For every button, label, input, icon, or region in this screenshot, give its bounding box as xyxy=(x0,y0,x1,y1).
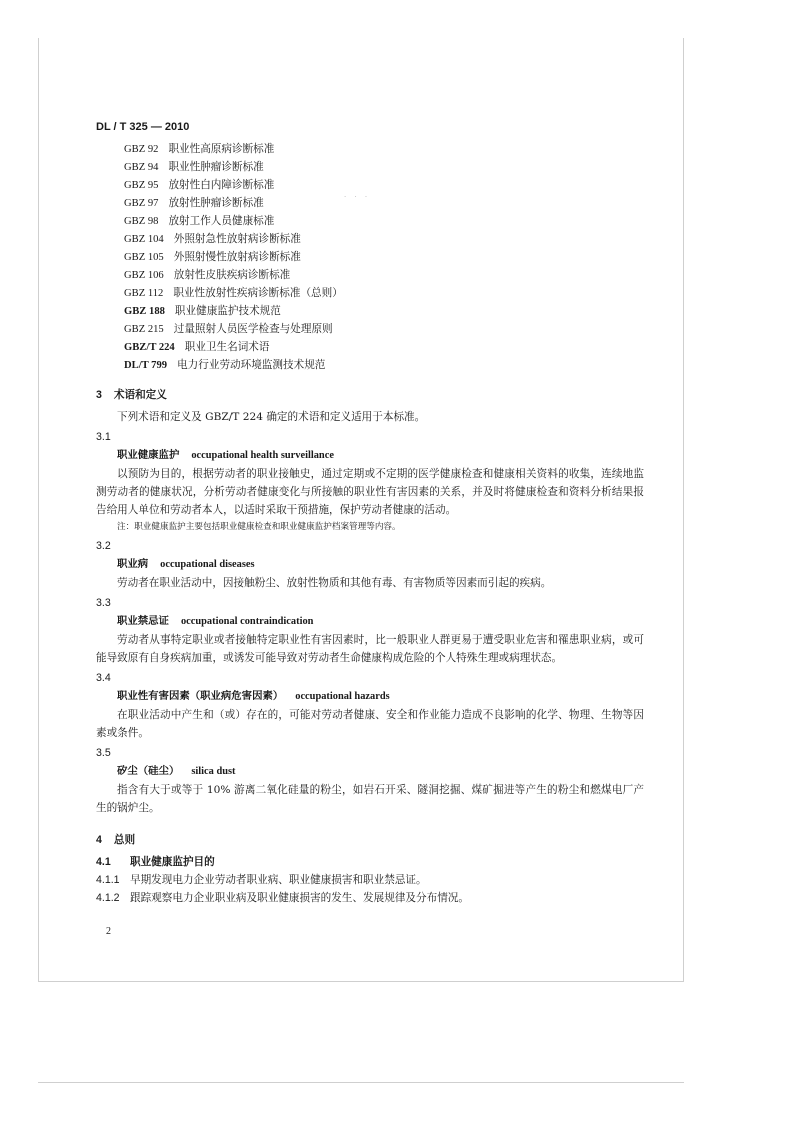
reference-code: GBZ 112 xyxy=(124,288,164,299)
term-zh: 职业性有害因素（职业病危害因素） xyxy=(117,690,284,702)
reference-item xyxy=(96,320,644,338)
reference-code: GBZ/T 224 xyxy=(124,342,175,353)
clause-item xyxy=(96,871,644,889)
term-en: occupational health surveillance xyxy=(191,450,334,461)
reference-title: 放射性白内障诊断标准 xyxy=(168,179,275,191)
reference-title: 放射性肿瘤诊断标准 xyxy=(168,197,264,209)
reference-item xyxy=(96,356,644,374)
reference-code: GBZ 215 xyxy=(124,324,164,335)
reference-title: 职业卫生名词术语 xyxy=(184,341,270,353)
term-number: 3.5 xyxy=(96,747,111,759)
reference-code: GBZ 104 xyxy=(124,234,164,245)
reference-title: 过量照射人员医学检查与处理原则 xyxy=(173,323,333,335)
term-entry xyxy=(96,594,644,667)
clause-number: 4.1.1 xyxy=(96,874,120,886)
term-number: 3.4 xyxy=(96,672,111,684)
section-number: 3 xyxy=(96,389,102,401)
document-body xyxy=(96,118,644,907)
standard-header: DL / T 325 — 2010 xyxy=(96,121,190,133)
reference-title: 电力行业劳动环境监测技术规范 xyxy=(177,359,326,371)
reference-title: 职业健康监护技术规范 xyxy=(174,305,281,317)
term-zh: 职业禁忌证 xyxy=(117,615,169,627)
term-heading xyxy=(96,687,644,706)
scan-speck: · · · xyxy=(344,193,371,201)
term-note: 注：职业健康监护主要包括职业健康检查和职业健康监护档案管理等内容。 xyxy=(117,522,401,532)
reference-item xyxy=(96,266,644,284)
reference-title: 放射工作人员健康标准 xyxy=(168,215,275,227)
section-3-intro: 下列术语和定义及 GBZ/T 224 确定的术语和定义适用于本标准。 xyxy=(117,411,426,423)
reference-title: 外照射急性放射病诊断标准 xyxy=(173,233,301,245)
section-number: 4 xyxy=(96,834,102,846)
normative-references xyxy=(96,140,644,374)
term-entry xyxy=(96,537,644,592)
section-title: 总则 xyxy=(113,834,136,846)
term-entry xyxy=(96,669,644,742)
term-heading xyxy=(96,762,644,781)
reference-item xyxy=(96,284,644,302)
term-definition: 劳动者从事特定职业或者接触特定职业性有害因素时，比一般职业人群更易于遭受职业危害和罹患职业病，或可能导致原有自身疾病加重，或诱发可能导致对劳动者生命健康构成危险的个人特殊生理或病理状态。 xyxy=(96,634,644,664)
reference-title: 职业性放射性疾病诊断标准（总则） xyxy=(173,287,343,299)
reference-title: 职业性高原病诊断标准 xyxy=(168,143,275,155)
term-en: occupational hazards xyxy=(295,691,390,702)
reference-code: GBZ 94 xyxy=(124,162,159,173)
reference-code: GBZ 97 xyxy=(124,198,159,209)
term-definition: 指含有大于或等于 10% 游离二氧化硅量的粉尘，如岩石开采、隧洞挖掘、煤矿掘进等产生的粉尘和燃煤电厂产生的锅炉尘。 xyxy=(96,784,644,814)
term-en: occupational contraindication xyxy=(180,616,314,627)
term-heading xyxy=(96,555,644,574)
term-en: silica dust xyxy=(191,766,236,777)
clause-number: 4.1.2 xyxy=(96,892,120,904)
section-title: 术语和定义 xyxy=(113,389,167,401)
reference-code: GBZ 98 xyxy=(124,216,159,227)
clause-text: 早期发现电力企业劳动者职业病、职业健康损害和职业禁忌证。 xyxy=(130,874,427,886)
term-entry xyxy=(96,428,644,535)
reference-item xyxy=(96,338,644,356)
term-heading xyxy=(96,612,644,631)
term-definition: 以预防为目的，根据劳动者的职业接触史，通过定期或不定期的医学健康检查和健康相关资料的收集，连续地监测劳动者的健康状况，分析劳动者健康变化与所接触的职业性有害因素的关系，并及时将健康检查和资料分析结果报告给用人单位和劳动者本人，以适时采取干预措施，保护劳动者健康的活动。 xyxy=(96,468,644,516)
section-3-heading xyxy=(96,386,644,404)
term-number: 3.1 xyxy=(96,431,111,443)
term-definition: 劳动者在职业活动中，因接触粉尘、放射性物质和其他有毒、有害物质等因素而引起的疾病。 xyxy=(117,577,552,589)
reference-code: GBZ 106 xyxy=(124,270,164,281)
term-definitions xyxy=(96,428,644,817)
bottom-rule xyxy=(38,1082,684,1083)
clause-text: 跟踪观察电力企业职业病及职业健康损害的发生、发展规律及分布情况。 xyxy=(130,892,469,904)
subsection-number: 4.1 xyxy=(96,856,111,868)
reference-code: GBZ 105 xyxy=(124,252,164,263)
section-4-heading xyxy=(96,831,644,849)
term-zh: 职业病 xyxy=(117,558,149,570)
term-zh: 职业健康监护 xyxy=(117,449,180,461)
reference-item xyxy=(96,248,644,266)
term-heading xyxy=(96,446,644,465)
term-number: 3.3 xyxy=(96,597,111,609)
subsection-title: 职业健康监护目的 xyxy=(130,856,215,868)
reference-code: GBZ 95 xyxy=(124,180,159,191)
reference-item xyxy=(96,176,644,194)
reference-code: DL/T 799 xyxy=(124,360,168,371)
reference-item xyxy=(96,302,644,320)
reference-code: GBZ 92 xyxy=(124,144,159,155)
reference-title: 放射性皮肤疾病诊断标准 xyxy=(173,269,291,281)
term-entry xyxy=(96,744,644,817)
term-definition: 在职业活动中产生和（或）存在的，可能对劳动者健康、安全和作业能力造成不良影响的化学、物理、生物等因素或条件。 xyxy=(96,709,644,739)
subsection-4-1 xyxy=(96,853,644,871)
subsection-items xyxy=(96,871,644,907)
page-number: 2 xyxy=(106,926,111,937)
reference-item xyxy=(96,140,644,158)
reference-item xyxy=(96,212,644,230)
term-en: occupational diseases xyxy=(160,559,255,570)
reference-code: GBZ 188 xyxy=(124,306,165,317)
reference-item xyxy=(96,158,644,176)
reference-item xyxy=(96,230,644,248)
clause-item xyxy=(96,889,644,907)
term-number: 3.2 xyxy=(96,540,111,552)
reference-title: 职业性肿瘤诊断标准 xyxy=(168,161,264,173)
term-zh: 矽尘（硅尘） xyxy=(117,765,180,777)
reference-title: 外照射慢性放射病诊断标准 xyxy=(173,251,301,263)
reference-item xyxy=(96,194,644,212)
